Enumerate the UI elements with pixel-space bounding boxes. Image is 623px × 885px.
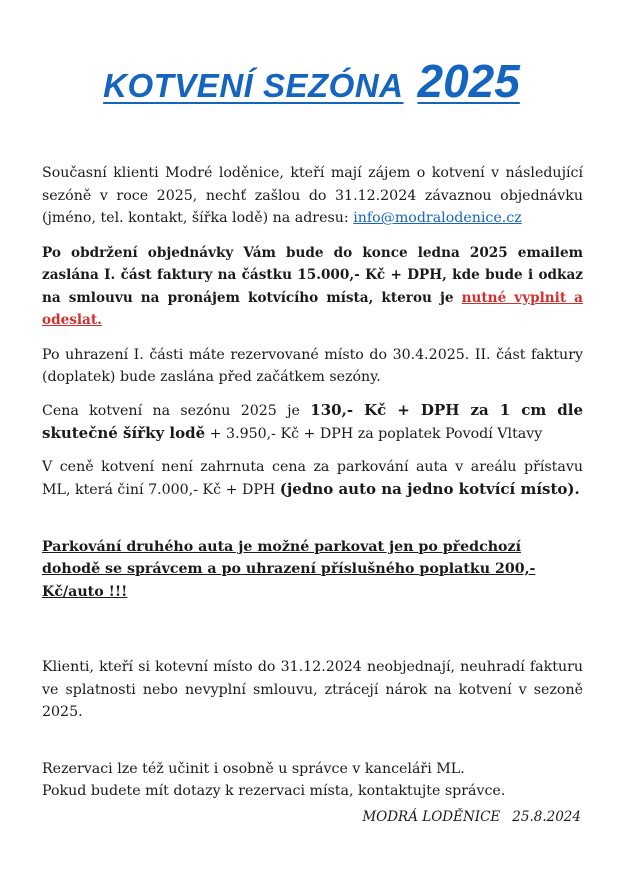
paragraph-text: + 3.950,- Kč + DPH za poplatek Povodí Vltavy [205,426,543,442]
title-words: KOTVENÍ SEZÓNA [103,67,404,104]
document-body [42,162,583,803]
page-title [0,55,623,107]
paragraph-parking [42,456,583,502]
paragraph-text: Po obdržení objednávky Vám bude do konce ledna 2025 emailem zaslána I. část faktury na částku 15.000,- Kč + DPH, kde bude i odkaz na smlouvu na pronájem kotvícího místa, kterou je [42,244,583,306]
paragraph-invoice-info [42,242,583,332]
paragraph-text: Současní klienti Modré loděnice, kteří mají zájem o kotvení v následující sezóně v roce 2025, nechť zašlou do 31.12.2024 závaznou objednávku (jméno, tel. kontakt, šířka lodě) na adresu: [42,165,583,226]
signature-date: 25.8.2024 [512,809,581,825]
title-year: 2025 [417,55,520,107]
paragraph-contact [42,758,583,803]
required-action-text: nutné vyplnit a odeslat. [42,289,583,328]
paragraph-reservation: Po uhrazení I. části máte rezervované místo do 30.4.2025. II. část faktury (doplatek) bude zaslána před začátkem sezóny. [42,346,583,385]
paragraph-second-car: Parkování druhého auta je možné parkovat jen po předchozí dohodě se správcem a po uhrazení příslušného poplatku 200,- Kč/auto !!! [42,538,536,600]
parking-highlight: (jedno auto na jedno kotvící místo). [279,480,580,498]
paragraph-deadline: Klienti, kteří si kotevní místo do 31.12.2024 neobjednají, neuhradí fakturu ve splatnosti nebo nevyplní smlouvu, ztrácejí nárok na kotvení v sezoně 2025. [42,659,583,720]
paragraph-price [42,399,583,446]
paragraph-text: V ceně kotvení není zahrnuta cena za parkování auta v areálu přístavu ML, která činí 7.000,- Kč + DPH [42,458,583,498]
email-link[interactable]: info@modralodenice.cz [353,210,522,226]
price-highlight: 130,- Kč + DPH za 1 cm dle skutečné šířky lodě [42,400,583,442]
paragraph-order-info [42,162,583,230]
contact-line-1: Rezervaci lze též učinit i osobně u správce v kanceláři ML. [42,760,465,777]
signature-name: MODRÁ LODĚNICE [362,809,501,825]
paragraph-text: Cena kotvení na sezónu 2025 je [42,402,311,419]
signature [362,809,581,825]
contact-line-2: Pokud budete mít dotazy k rezervaci místa, kontaktujte správce. [42,783,506,799]
